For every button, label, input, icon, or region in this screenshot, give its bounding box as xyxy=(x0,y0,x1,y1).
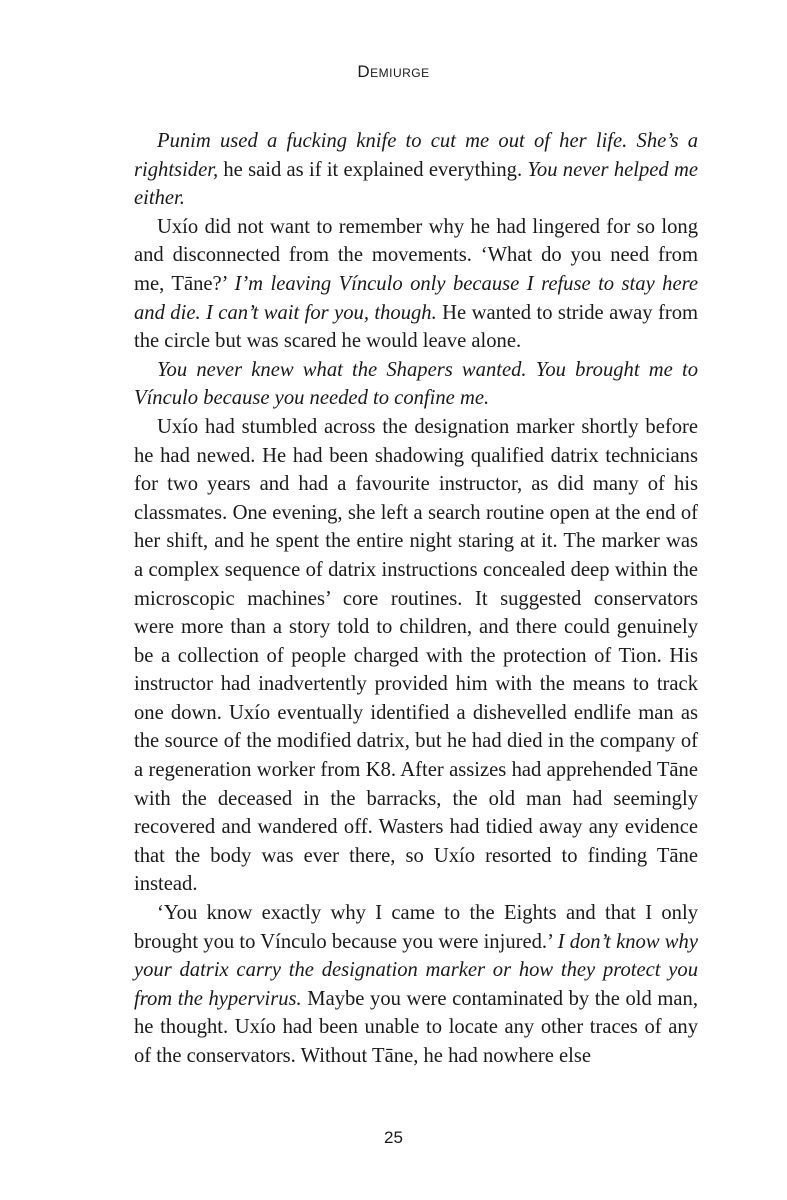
paragraph-4-segment-1: Uxío had stumbled across the designation marker shortly before he had newed. He had been shadowing qualified datrix technicians for two years and had a favourite instructor, as did many of his classmates. One evening, she left a search routine open at the end of her shift, and he spent the entire night staring at it. The marker was a complex sequence of datrix instructions concealed deep within the microscopic machines’ core routines. It suggested conservators were more than a story told to children, and there could genuinely be a collection of people charged with the protection of Tion. His instructor had inadvertently provided him with the means to track one down. Uxío eventually identified a dishevelled endlife man as the source of the modified datrix, but he had died in the company of a regeneration worker from K8. After assizes had apprehended Tāne with the deceased in the barracks, the old man had seemingly recovered and wandered off. Wasters had tidied away any evidence that the body was ever there, so Uxío resorted to finding Tāne instead. xyxy=(134,415,698,896)
paragraph-3 xyxy=(134,356,698,413)
paragraph-5-segment-3: Maybe you were contaminated by the old man, he thought. Uxío had been unable to locate any other traces of any of the conservators. Without Tāne, he had nowhere else xyxy=(134,987,698,1067)
paragraph-2-segment-3: He wanted to stride away from the circle but was scared he would leave alone. xyxy=(134,301,699,353)
body-text xyxy=(134,127,698,1071)
paragraph-4 xyxy=(134,413,698,899)
page-number: 25 xyxy=(384,1128,403,1147)
paragraph-1 xyxy=(134,127,698,213)
paragraph-1-segment-2: he said as if it explained everything. xyxy=(218,158,528,181)
paragraph-2-segment-2: I’m leaving Vínculo only because I refuse to stay here and die. I can’t wait for you, though. xyxy=(134,272,698,324)
paragraph-3-segment-1: You never knew what the Shapers wanted. You brought me to Vínculo because you needed to confine me. xyxy=(134,358,698,410)
paragraph-2 xyxy=(134,213,698,356)
paragraph-5 xyxy=(134,899,698,1071)
running-title: Demiurge xyxy=(357,62,430,81)
paragraph-1-segment-3: You never helped me either. xyxy=(134,158,698,210)
paragraph-5-segment-2: I don’t know why your datrix carry the designation marker or how they protect you from the hypervirus. xyxy=(134,930,698,1010)
paragraph-5-segment-1: ‘You know exactly why I came to the Eights and that I only brought you to Vínculo because you were injured.’ xyxy=(134,902,698,953)
paragraph-2-segment-1: Uxío did not want to remember why he had lingered for so long and disconnected from the movements. ‘What do you need from me, Tāne?’ xyxy=(134,215,698,295)
paragraph-1-segment-1: Punim used a fucking knife to cut me out of her life. She’s a rightsider, xyxy=(134,130,698,181)
